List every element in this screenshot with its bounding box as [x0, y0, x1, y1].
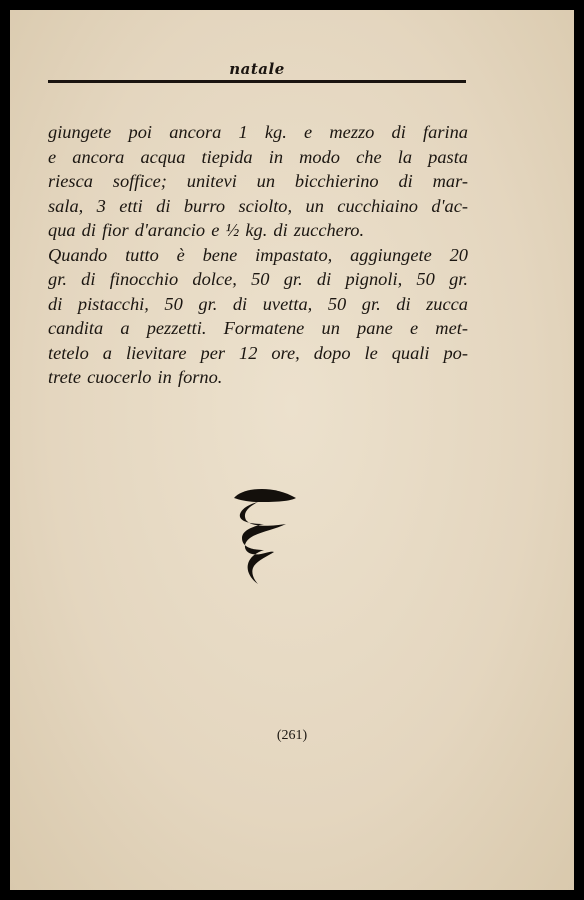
- running-header: [48, 60, 466, 90]
- text-line: Quando tutto è bene impastato, aggiungete 20: [48, 244, 468, 265]
- recipe-text: [48, 120, 468, 390]
- book-page: [10, 10, 574, 890]
- text-line: di pistacchi, 50 gr. di uvetta, 50 gr. di zucca: [48, 293, 468, 314]
- text-line: qua di fior d'arancio e ½ kg. di zucchero.: [48, 220, 365, 240]
- text-line: trete cuocerlo in forno.: [48, 367, 223, 387]
- text-line: tetelo a lievitare per 12 ore, dopo le quali po-: [48, 342, 468, 363]
- flourish-ornament-icon: [228, 480, 300, 590]
- text-line: giungete poi ancora 1 kg. e mezzo di farina: [48, 122, 468, 142]
- header-title: natale: [229, 60, 285, 78]
- text-line: riesca soffice; unitevi un bicchierino di mar-: [48, 171, 468, 191]
- text-line: sala, 3 etti di burro sciolto, un cucchiaino d'ac-: [48, 195, 468, 216]
- text-line: gr. di finocchio dolce, 50 gr. di pignoli, 50 gr.: [48, 269, 468, 289]
- text-line: e ancora acqua tiepida in modo che la pasta: [48, 146, 468, 167]
- page-number: (261): [276, 728, 308, 743]
- header-rule: [48, 80, 466, 83]
- text-line: candita a pezzetti. Formatene un pane e met-: [48, 318, 468, 338]
